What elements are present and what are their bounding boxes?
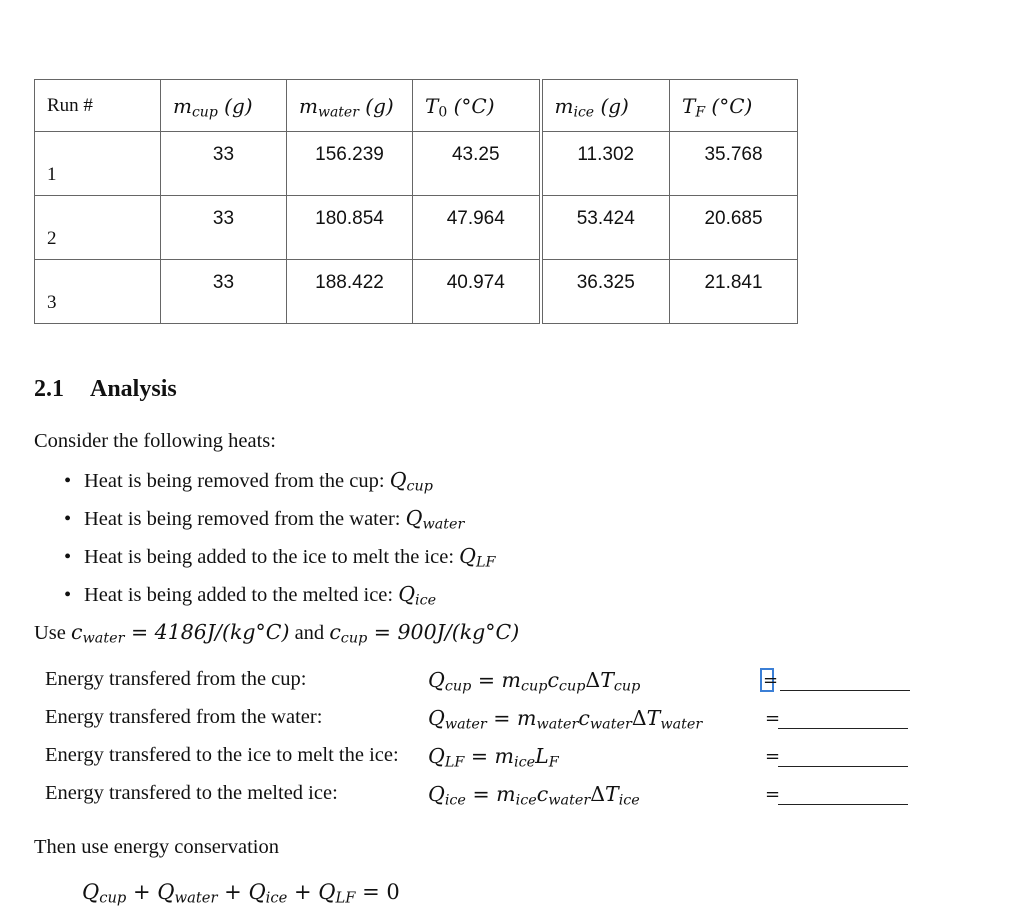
cell-m-ice[interactable]: 11.302	[541, 132, 670, 196]
conservation-equation: $Q_{cup} + Q_{water} + Q_{ice} + Q_{LF} = 0$	[82, 880, 400, 907]
cell-run: 3	[35, 260, 161, 324]
cell-m-water[interactable]: 156.239	[287, 132, 413, 196]
header-tf: $T_F$ (°C)	[670, 80, 798, 132]
data-table	[34, 79, 798, 324]
header-t0: $T_0$ (°C)	[413, 80, 541, 132]
energy-formula-ice: $Q_{ice} = m_{ice}c_{water}\Delta T_{ice}$	[428, 782, 640, 809]
constants-line: Use $c_{water} = 4186J/(kg^\circ C)$ and $c_{cup} = 900J/(kg^\circ C)$	[34, 620, 520, 647]
header-m-water: $m_{water}$ (g)	[287, 80, 413, 132]
cell-m-cup[interactable]: 33	[161, 260, 287, 324]
header-run: Run #	[35, 80, 161, 132]
header-m-ice: $m_{ice}$ (g)	[541, 80, 670, 132]
table-row	[35, 196, 798, 260]
intro-text: Consider the following heats:	[34, 430, 276, 452]
energy-label-cup: Energy transfered from the cup:	[45, 668, 307, 690]
list-item: • Heat is being added to the melted ice: $Q_{ice}$	[64, 582, 437, 609]
cell-tf[interactable]: 20.685	[670, 196, 798, 260]
equals-sign: =	[765, 784, 781, 805]
energy-formula-cup: $Q_{cup} = m_{cup}c_{cup}\Delta T_{cup}$	[428, 668, 641, 695]
header-m-cup: $m_{cup}$ (g)	[161, 80, 287, 132]
energy-formula-melt: $Q_{LF} = m_{ice}L_F$	[428, 744, 559, 771]
cell-m-ice[interactable]: 36.325	[541, 260, 670, 324]
answer-blank-cup[interactable]	[780, 690, 910, 691]
energy-label-melt: Energy transfered to the ice to melt the ice:	[45, 744, 399, 766]
cell-m-water[interactable]: 188.422	[287, 260, 413, 324]
cell-m-ice[interactable]: 53.424	[541, 196, 670, 260]
cell-m-water[interactable]: 180.854	[287, 196, 413, 260]
conservation-text: Then use energy conservation	[34, 836, 279, 858]
cell-t0[interactable]: 40.974	[413, 260, 541, 324]
cell-m-cup[interactable]: 33	[161, 196, 287, 260]
cell-t0[interactable]: 43.25	[413, 132, 541, 196]
section-heading: Analysis	[90, 376, 177, 402]
equals-sign: =	[763, 670, 779, 691]
answer-blank-ice[interactable]	[778, 804, 908, 805]
equals-sign: =	[765, 708, 781, 729]
list-item: • Heat is being added to the ice to melt the ice: $Q_{LF}$	[64, 544, 496, 571]
cell-t0[interactable]: 47.964	[413, 196, 541, 260]
cell-run: 2	[35, 196, 161, 260]
answer-blank-water[interactable]	[778, 728, 908, 729]
cell-tf[interactable]: 35.768	[670, 132, 798, 196]
table-row	[35, 260, 798, 324]
heat-list	[64, 468, 495, 620]
answer-blank-melt[interactable]	[778, 766, 908, 767]
cell-m-cup[interactable]: 33	[161, 132, 287, 196]
cell-run: 1	[35, 132, 161, 196]
table-row	[35, 132, 798, 196]
energy-label-ice: Energy transfered to the melted ice:	[45, 782, 338, 804]
energy-formula-water: $Q_{water} = m_{water}c_{water}\Delta T_{water}$	[428, 706, 703, 733]
cell-tf[interactable]: 21.841	[670, 260, 798, 324]
list-item: • Heat is being removed from the water: $Q_{water}$	[64, 506, 465, 533]
section-title	[34, 376, 177, 403]
energy-label-water: Energy transfered from the water:	[45, 706, 323, 728]
equals-sign: =	[765, 746, 781, 767]
list-item: • Heat is being removed from the cup: $Q_{cup}$	[64, 468, 433, 495]
section-number: 2.1	[34, 376, 64, 402]
table-header-row	[35, 80, 798, 132]
